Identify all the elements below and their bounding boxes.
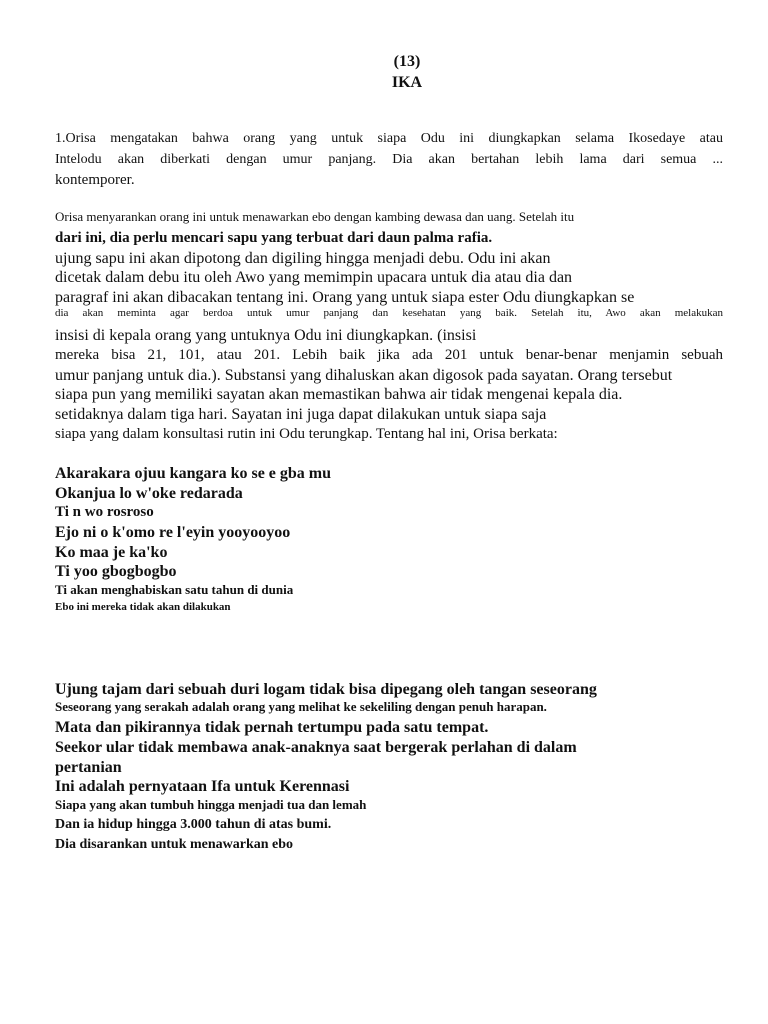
para1-line1: 1.Orisa mengatakan bahwa orang yang untuk siapa Odu ini diungkapkan selama Ikosedaye atau bbox=[55, 131, 723, 146]
verse1-line: Okanjua lo w'oke redarada bbox=[55, 485, 243, 502]
verse2-line: Ujung tajam dari sebuah duri logam tidak bisa dipegang oleh tangan seseorang bbox=[55, 681, 597, 698]
verse2-line: Mata dan pikirannya tidak pernah tertumpu pada satu tempat. bbox=[55, 719, 489, 736]
verse1-line: Ko maa je ka'ko bbox=[55, 544, 168, 561]
para2-line7: insisi di kepala orang yang untuknya Odu ini diungkapkan. (insisi bbox=[55, 327, 477, 344]
para2-line1: Orisa menyarankan orang ini untuk menawarkan ebo dengan kambing dewasa dan uang. Setelah itu bbox=[55, 209, 575, 224]
para2-line9: umur panjang untuk dia.). Substansi yang dihaluskan akan digosok pada sayatan. Orang tersebut bbox=[55, 367, 673, 384]
chapter-number: (13) bbox=[393, 53, 421, 70]
verse2-line: Siapa yang akan tumbuh hingga menjadi tua dan lemah bbox=[55, 797, 367, 812]
verse2-line: Seekor ular tidak membawa anak-anaknya saat bergerak perlahan di dalam bbox=[55, 739, 577, 756]
verse1-line: Ti yoo gbogbogbo bbox=[55, 563, 177, 580]
para2-line6: dia akan meminta agar berdoa untuk umur panjang dan kesehatan yang baik. Setelah itu, Awo akan melakukan bbox=[55, 307, 723, 319]
para2-line8: mereka bisa 21, 101, atau 201. Lebih baik jika ada 201 untuk benar-benar menjamin sebuah bbox=[55, 347, 723, 363]
verse2-line: Seseorang yang serakah adalah orang yang melihat ke sekeliling dengan penuh harapan. bbox=[55, 699, 547, 714]
para2-line10: siapa pun yang memiliki sayatan akan memastikan bahwa air tidak mengenai kepala dia. bbox=[55, 386, 623, 403]
verse1-line: Ejo ni o k'omo re l'eyin yooyooyoo bbox=[55, 524, 291, 541]
para2-line3: ujung sapu ini akan dipotong dan digiling hingga menjadi debu. Odu ini akan bbox=[55, 250, 551, 267]
verse2-line: pertanian bbox=[55, 759, 122, 776]
verse2-line: Ini adalah pernyataan Ifa untuk Kerennasi bbox=[55, 778, 350, 795]
chapter-title: IKA bbox=[391, 74, 423, 91]
para2-line4: dicetak dalam debu itu oleh Awo yang memimpin upacara untuk dia atau dia dan bbox=[55, 269, 573, 286]
para2-line12: siapa yang dalam konsultasi rutin ini Odu terungkap. Tentang hal ini, Orisa berkata: bbox=[55, 426, 558, 442]
para2-line5: paragraf ini akan dibacakan tentang ini. Orang yang untuk siapa ester Odu diungkapkan se bbox=[55, 289, 635, 306]
verse2-line: Dan ia hidup hingga 3.000 tahun di atas bumi. bbox=[55, 817, 332, 832]
para1-line2: Intelodu akan diberkati dengan umur panjang. Dia akan bertahan lebih lama dari semua ... bbox=[55, 152, 723, 167]
verse1-line: Ti akan menghabiskan satu tahun di dunia bbox=[55, 582, 294, 597]
para1-line3: kontemporer. bbox=[55, 172, 135, 188]
verse1-line: Ebo ini mereka tidak akan dilakukan bbox=[55, 601, 231, 613]
verse1-line: Akarakara ojuu kangara ko se e gba mu bbox=[55, 465, 332, 482]
para2-line2: dari ini, dia perlu mencari sapu yang terbuat dari daun palma rafia. bbox=[55, 230, 493, 246]
verse2-line: Dia disarankan untuk menawarkan ebo bbox=[55, 837, 294, 852]
para2-line11: setidaknya dalam tiga hari. Sayatan ini juga dapat dilakukan untuk siapa saja bbox=[55, 406, 547, 423]
verse1-line: Ti n wo rosroso bbox=[55, 504, 154, 520]
